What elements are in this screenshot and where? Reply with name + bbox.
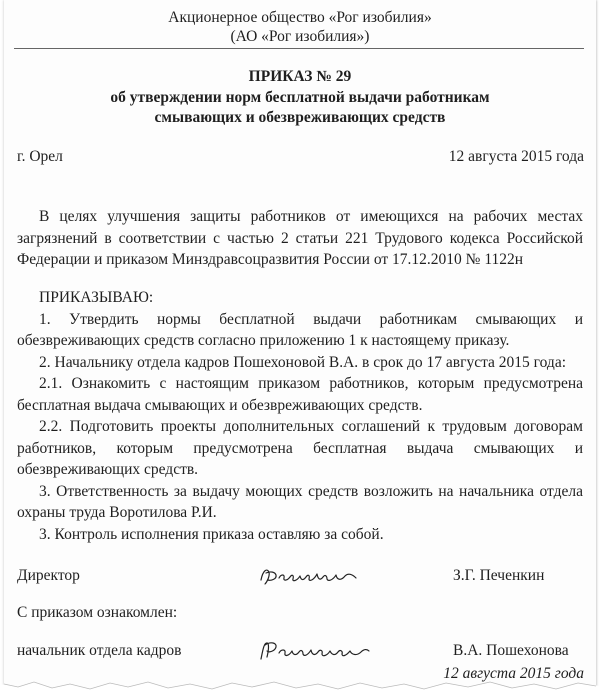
order-items-block (17, 287, 583, 545)
acknowledgement-date: 12 августа 2015 года (443, 665, 584, 682)
director-signature (257, 562, 361, 590)
header-divider (14, 48, 584, 49)
director-role: Директор (17, 567, 80, 584)
hr-name: В.А. Пошехонова (453, 642, 569, 659)
order-word: ПРИКАЗЫВАЮ: (39, 289, 154, 306)
order-subtitle-line-1: об утверждении норм бесплатной выдачи работникам (110, 89, 490, 106)
organization-short-name: (АО «Рог изобилия») (230, 28, 370, 45)
order-subtitle-line-2: смывающих и обезвреживающих средств (154, 109, 446, 126)
intro-paragraph: В целях улучшения защиты работников от имеющихся на рабочих местах загрязнений в соответствии с частью 2 статьи 221 Трудового кодекса Российской Федерации и приказом Минздравсоцразвития России от 17.12.2010 № 1122н (17, 208, 583, 268)
director-name: З.Г. Печенкин (453, 567, 545, 584)
order-item-1: 1. Утвердить нормы бесплатной выдачи работникам смывающих и обезвреживающих средств согласно приложению 1 к настоящему приказу. (17, 310, 583, 349)
hr-signature (257, 637, 373, 665)
order-place: г. Орел (17, 148, 63, 165)
hr-signature-row (17, 641, 583, 665)
intro-paragraph-block (17, 206, 583, 271)
order-item-2: 2. Начальнику отдела кадров Пошехоновой В.А. в срок до 17 августа 2015 года: (39, 353, 567, 371)
director-signature-row (17, 566, 583, 590)
order-item-3a: 3. Ответственность за выдачу моющих средств возложить на начальника отдела охраны труда Воротилова Р.И. (17, 482, 583, 521)
order-item-2-1: 2.1. Ознакомить с настоящим приказом работников, которым предусмотрена бесплатная выдача смывающих и обезвреживающих средств. (17, 375, 583, 414)
acquainted-label: С приказом ознакомлен: (17, 604, 178, 621)
order-item-3b: 3. Контроль исполнения приказа оставляю за собой. (39, 525, 384, 543)
order-date: 12 августа 2015 года (448, 148, 584, 165)
order-item-2-2: 2.2. Подготовить проекты дополнительных соглашений к трудовым договорам работников, которым предусмотрена бесплатная выдача смывающих и обезвреживающих средств. (17, 418, 583, 478)
order-title: ПРИКАЗ № 29 (248, 68, 352, 85)
organization-full-name: Акционерное общество «Рог изобилия» (168, 9, 432, 26)
torn-paper-edge (0, 678, 600, 698)
hr-role: начальник отдела кадров (17, 642, 182, 659)
